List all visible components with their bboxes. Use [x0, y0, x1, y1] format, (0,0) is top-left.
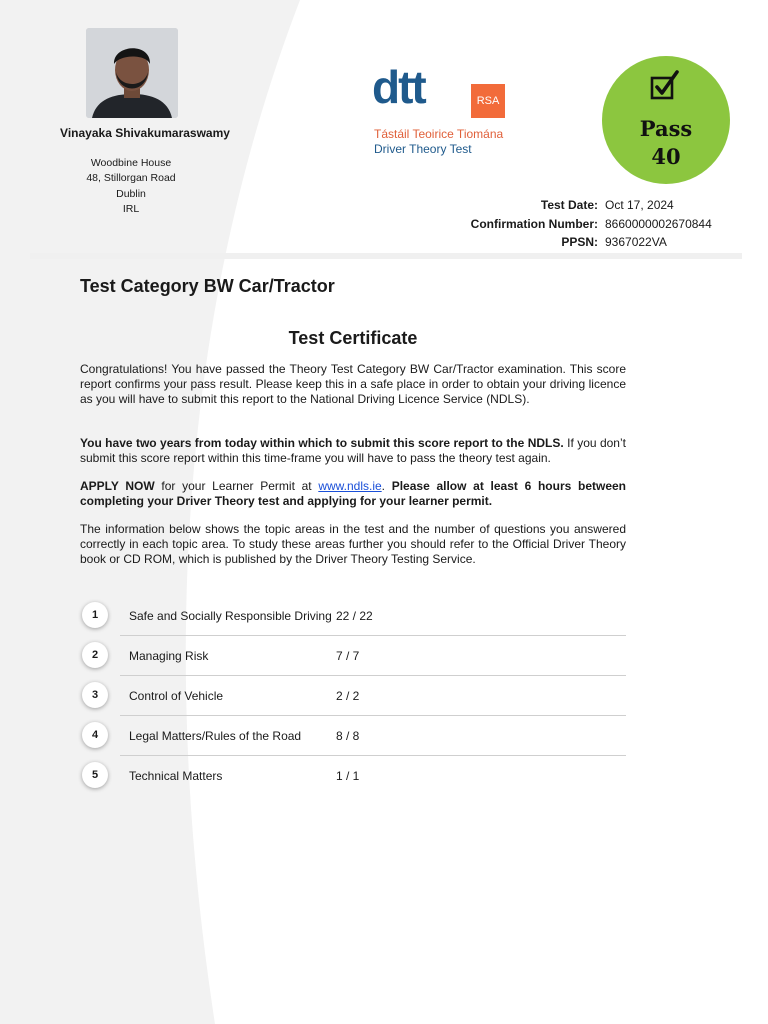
topic-row [80, 718, 626, 758]
apply-now-label: APPLY NOW [80, 479, 155, 493]
confirmation-value: 8660000002670844 [605, 216, 712, 231]
topic-name: Technical Matters [129, 769, 223, 783]
topics-intro-paragraph: The information below shows the topic areas in the test and the number of questions you answered correctly in each topic area. To study these areas further you should refer to the Official Driver Theory book or CD ROM, which is published by the Driver Theory Testing Service. [80, 522, 626, 567]
topic-number: 2 [82, 642, 108, 668]
rsa-badge: RSA [471, 84, 505, 118]
candidate-address [70, 156, 192, 217]
address-line: IRL [122, 202, 140, 215]
topic-divider [120, 715, 626, 716]
topic-number: 5 [82, 762, 108, 788]
dtt-logo-mark: dtt [372, 61, 425, 113]
deadline-bold: You have two years from today within which to submit this score report to the NDLS. [80, 436, 564, 450]
topic-name: Managing Risk [129, 649, 209, 663]
address-line: 48, Stillorgan Road [86, 172, 176, 185]
apply-mid: for your Learner Permit at [154, 479, 319, 493]
dtt-logo [372, 61, 512, 162]
logo-english-text: Driver Theory Test [374, 142, 472, 156]
topic-row [80, 678, 626, 718]
header-divider [30, 253, 742, 259]
topic-name: Safe and Socially Responsible Driving [129, 609, 332, 623]
pass-badge [602, 56, 730, 184]
apply-dot: . [381, 479, 386, 493]
apply-paragraph [80, 479, 626, 509]
ppsn-value: 9367022VA [605, 235, 667, 249]
topic-row [80, 758, 626, 798]
ppsn-label: PPSN: [561, 235, 598, 249]
topic-name: Legal Matters/Rules of the Road [129, 729, 302, 743]
topic-score: 1 / 1 [336, 769, 360, 783]
topic-divider [120, 635, 626, 636]
apply-bold: Please allow at least 6 hours between completing your Driver Theory test and applying for your learner permit. [80, 479, 626, 509]
deadline-rest: If you don’t submit this score report within this time-frame you will have to pass the theory test again. [80, 436, 626, 466]
address-line: Woodbine House [90, 157, 172, 169]
test-date-label: Test Date: [540, 198, 598, 212]
test-date-value: Oct 17, 2024 [605, 198, 674, 212]
topic-score: 22 / 22 [336, 609, 373, 623]
congratulations-paragraph: Congratulations! You have passed the Theory Test Category BW Car/Tractor examination. This score report confirms your pass result. Please keep this in a safe place in order to obtain your driving licence as you will have to submit this report to the National Driving Licence Service (NDLS). [80, 362, 626, 407]
topic-score: 7 / 7 [336, 649, 360, 663]
ndls-link[interactable]: www.ndls.ie [318, 479, 382, 493]
topic-divider [120, 675, 626, 676]
candidate-name: Vinayaka Shivakumaraswamy [60, 126, 230, 140]
topic-divider [120, 755, 626, 756]
checkbox-check-icon [650, 70, 680, 100]
category-title: Test Category BW Car/Tractor [80, 276, 335, 296]
confirmation-label: Confirmation Number: [470, 216, 598, 231]
topic-row [80, 598, 626, 638]
topic-number: 3 [82, 682, 108, 708]
topic-score: 8 / 8 [336, 729, 360, 743]
test-meta-labels [471, 196, 598, 252]
test-meta-values [605, 196, 712, 252]
topic-row [80, 638, 626, 678]
candidate-photo [86, 28, 178, 118]
pass-label: Pass [639, 116, 693, 141]
topic-score: 2 / 2 [336, 689, 360, 703]
logo-irish-text: Tástáil Teoirice Tiomána [374, 127, 504, 141]
topic-name: Control of Vehicle [129, 689, 224, 703]
deadline-paragraph [80, 436, 626, 466]
address-line: Dublin [116, 187, 146, 200]
certificate-title: Test Certificate [288, 328, 418, 348]
pass-score: 40 [651, 144, 681, 169]
topic-number: 4 [82, 722, 108, 748]
topic-number: 1 [82, 602, 108, 628]
